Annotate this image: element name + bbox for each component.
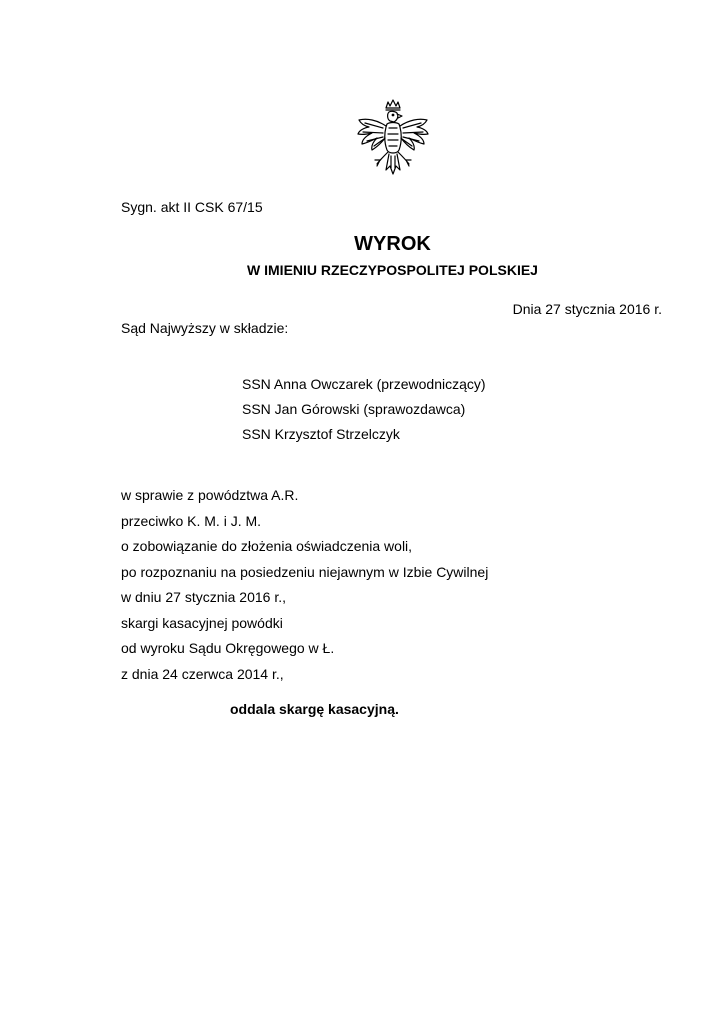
document-subtitle: W IMIENIU RZECZYPOSPOLITEJ POLSKIEJ — [247, 262, 538, 278]
judges-list — [242, 372, 486, 447]
judge-item: SSN Anna Owczarek (przewodniczący) — [242, 376, 486, 392]
case-line: w dniu 27 stycznia 2016 r., — [121, 589, 286, 605]
case-line: o zobowiązanie do złożenia oświadczenia woli, — [121, 538, 413, 554]
case-line: przeciwko K. M. i J. M. — [121, 512, 262, 529]
court-composition-label: Sąd Najwyższy w składzie: — [121, 320, 289, 336]
judge-item: SSN Krzysztof Strzelczyk — [242, 426, 400, 442]
case-line: w sprawie z powództwa A.R. — [121, 487, 299, 503]
case-line: skargi kasacyjnej powódki — [121, 614, 283, 631]
judge-item: SSN Jan Górowski (sprawozdawca) — [242, 401, 466, 417]
document-title: WYROK — [354, 233, 431, 255]
case-line: z dnia 24 czerwca 2014 r., — [121, 665, 284, 682]
case-description — [121, 483, 488, 687]
case-signature: Sygn. akt II CSK 67/15 — [121, 199, 263, 215]
judgment-date: Dnia 27 stycznia 2016 r. — [512, 301, 662, 317]
case-line: od wyroku Sądu Okręgowego w Ł. — [121, 640, 335, 656]
verdict-text: oddala skargę kasacyjną. — [230, 701, 399, 717]
case-line: po rozpoznaniu na posiedzeniu niejawnym w Izbie Cywilnej — [121, 563, 489, 580]
polish-eagle-emblem-icon — [355, 98, 431, 182]
